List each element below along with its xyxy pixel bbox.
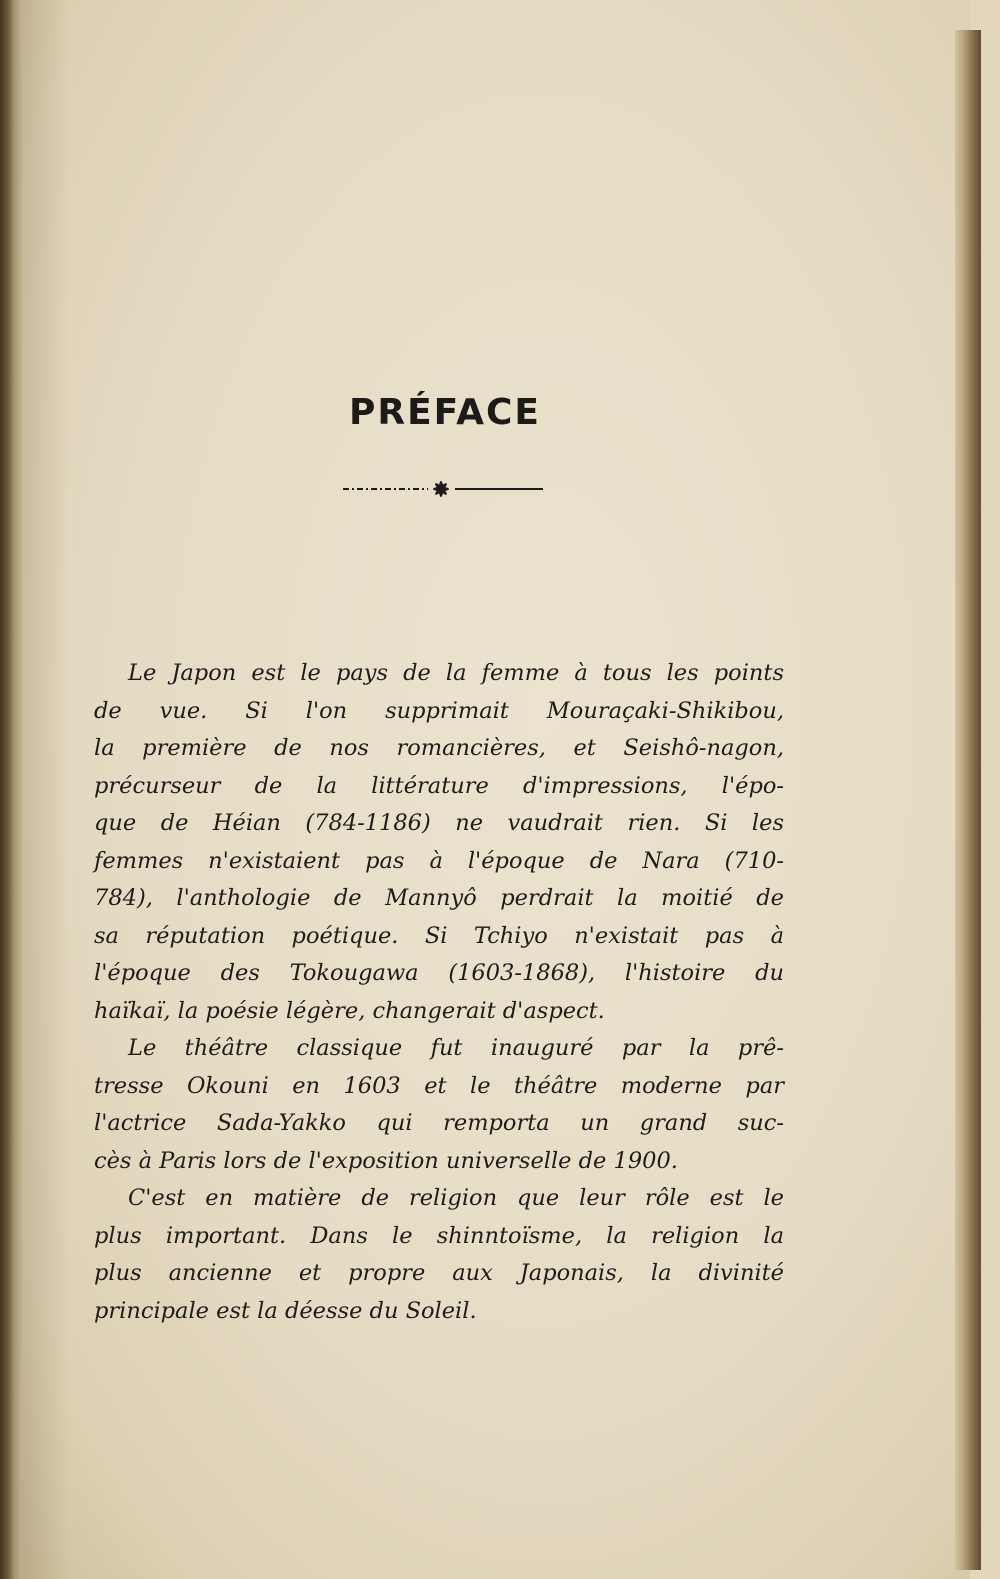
preface-body [94,655,784,1330]
text-line: sa réputation poétique. Si Tchiyo n'existait pas à [94,922,784,949]
text-line: haïkaï, la poésie légère, changerait d'aspect. [94,997,605,1024]
text-line: l'actrice Sada-Yakko qui remporta un grand suc- [94,1110,784,1136]
text-line: la première de nos romancières, et Seishô-nagon, [94,735,784,761]
page-stack-edge [955,30,981,1570]
text-line: Le Japon est le pays de la femme à tous les points [128,660,784,686]
text-line: 784), l'anthologie de Mannyô perdrait la moitié de [94,885,784,911]
text-line: l'époque des Tokougawa (1603-1868), l'histoire du [94,960,784,986]
fleuron-rule-icon [343,478,543,500]
paragraph-1 [94,655,784,1030]
text-line: plus important. Dans le shinntoïsme, la religion la [94,1222,784,1249]
text-line: C'est en matière de religion que leur rôle est le [128,1185,784,1211]
page-title: PRÉFACE [348,392,542,433]
text-line: tresse Okouni en 1603 et le théâtre moderne par [94,1072,784,1099]
text-line: précurseur de la littérature d'impressions, l'épo- [94,772,784,799]
text-line: plus ancienne et propre aux Japonais, la divinité [94,1260,784,1286]
binding-shadow [0,0,70,1579]
paragraph-2 [94,1030,784,1180]
text-line: cès à Paris lors de l'exposition universelle de 1900. [94,1147,678,1174]
text-line: femmes n'existaient pas à l'époque de Nara (710- [94,847,784,874]
text-line: que de Héian (784-1186) ne vaudrait rien. Si les [94,810,784,836]
text-line: principale est la déesse du Soleil. [94,1297,477,1324]
text-line: Le théâtre classique fut inauguré par la prê- [128,1035,784,1061]
text-line: de vue. Si l'on supprimait Mouraçaki-Shikibou, [94,697,784,724]
paragraph-3 [94,1180,784,1330]
